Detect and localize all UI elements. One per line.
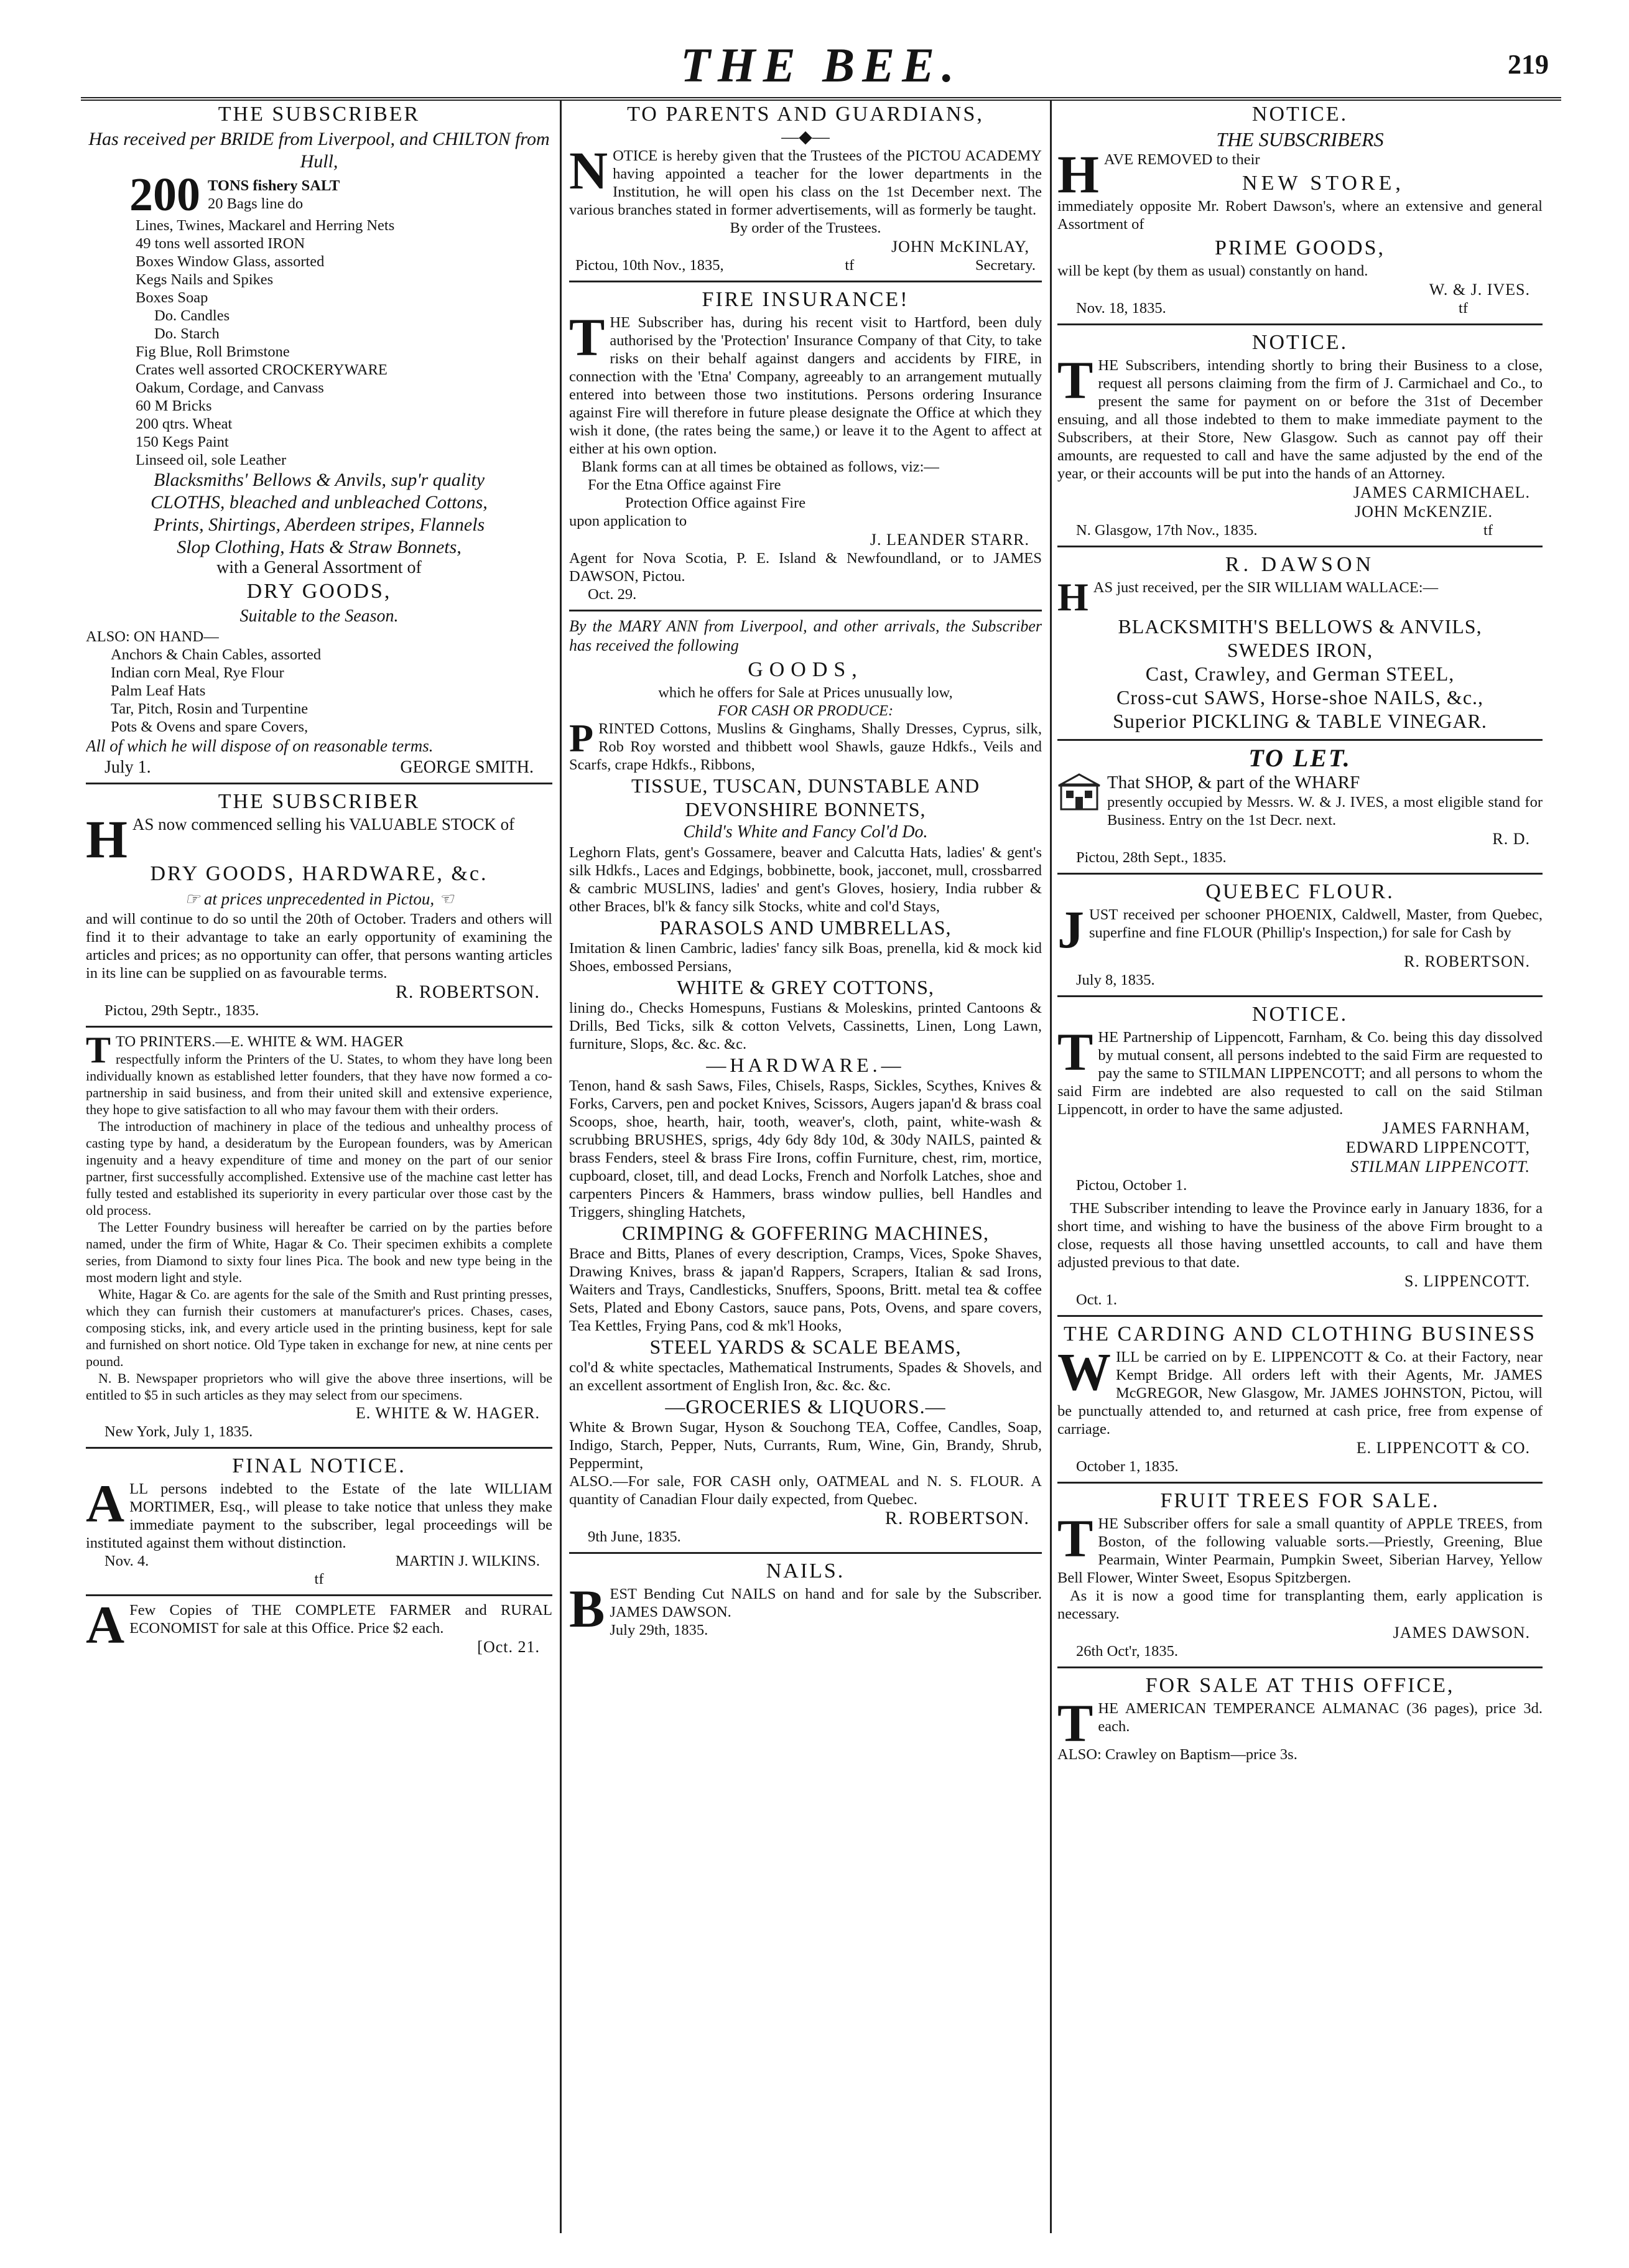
ad-date: Pictou, 29th Septr., 1835.: [104, 1002, 259, 1019]
ad-heading: QUEBEC FLOUR.: [1205, 880, 1395, 903]
ad-lead: TO PRINTERS.—E. WHITE & WM. HAGER: [116, 1033, 404, 1050]
item-line: Tar, Pitch, Rosin and Turpentine: [111, 700, 309, 717]
ad-lippencott-notice: [1057, 1002, 1543, 1309]
ad-signature: W. & J. IVES.: [1429, 281, 1530, 299]
ad-body: UST received per schooner PHOENIX, Caldwell, Master, from Quebec, superfine and fine FLOUR (Phillip's Inspection,) for sale for Cash by: [1089, 906, 1543, 941]
drop-cap: A: [86, 1474, 125, 1533]
prices-text: at prices unprecedented in Pictou,: [203, 890, 435, 908]
drop-cap: W: [1057, 1342, 1111, 1401]
ad-body: HE Subscribers, intending shortly to bring their Business to a close, request all persons claiming from the firm of J. Carmichael and Co., to present the same for payment on or before the 31st of December ensuing, and all those indebted to them to make immediate payment to the Subscribers, at their Store, New Glasgow. Such as cannot pay off their amounts, are requested to call and have the same adjusted by the end of the year, or their accounts will be put into the hands of an Attorney.: [1057, 357, 1543, 482]
ad-date: Pictou, 10th Nov., 1835,: [575, 257, 724, 274]
ad-paragraph: White & Brown Sugar, Hyson & Souchong TEA, Coffee, Candles, Soap, Indigo, Starch, Pepper, Nuts, Currants, Rum, Wine, Gin, Brandy, Shrub, Peppermint,: [569, 1419, 1042, 1472]
ad-heading: NOTICE.: [1251, 331, 1348, 354]
display-heading: —GROCERIES & LIQUORS.—: [665, 1395, 946, 1418]
ad-date: October 1, 1835.: [1076, 1458, 1179, 1475]
to-let-body: [1057, 772, 1543, 829]
drop-cap: T: [569, 307, 605, 367]
ad-body: immediately opposite Mr. Robert Dawson's, where an extensive and general Assortment of: [1057, 198, 1543, 233]
ad-final-notice: [86, 1454, 552, 1588]
ad-heading: THE SUBSCRIBER: [218, 790, 420, 813]
ad-divider: [1057, 1482, 1543, 1484]
ad-type-foundry: [86, 1029, 552, 1441]
terms-line: FOR CASH OR PRODUCE:: [717, 702, 894, 719]
ad-divider: [569, 281, 1042, 282]
ad-heading: TO LET.: [1248, 744, 1352, 772]
display-line: Slop Clothing, Hats & Straw Bonnets,: [177, 537, 462, 557]
item-line: Crates well assorted CROCKERYWARE: [136, 361, 388, 378]
item-line: 200 qtrs. Wheat: [136, 416, 233, 432]
ad-body: will be kept (by them as usual) constantly on hand.: [1057, 263, 1368, 279]
item-line: Do. Candles: [154, 307, 230, 324]
ad-body: HE AMERICAN TEMPERANCE ALMANAC (36 pages), price 3d. each.: [1098, 1700, 1543, 1735]
column-divider: [1050, 100, 1052, 2233]
salt-line: [129, 169, 552, 221]
season-line: Suitable to the Season.: [239, 607, 399, 626]
ad-divider: [1057, 995, 1543, 997]
column-2: [569, 100, 1042, 2239]
prices-line: ☞ at prices unprecedented in Pictou, ☜: [184, 890, 454, 908]
ad-lead: By the MARY ANN from Liverpool, and other arrivals, the Subscriber has received the following: [569, 617, 1042, 654]
page-title: THE BEE.: [680, 38, 962, 92]
ad-date: 26th Oct'r, 1835.: [1076, 1643, 1179, 1660]
ad-nails: [569, 1559, 1042, 1639]
ad-paragraph: The Letter Foundry business will hereafter be carried on by the parties before named, under the firm of White, Hagar & Co. Their specimen exhibits a complete series, from Diamond to sixty four lines Pica. The book and new type being in the most modern light and style.: [86, 1219, 552, 1285]
also-label: ALSO: ON HAND—: [86, 628, 219, 645]
prime-goods: PRIME GOODS,: [1214, 236, 1386, 259]
ad-date: N. Glasgow, 17th Nov., 1835.: [1076, 522, 1258, 539]
item-line: Palm Leaf Hats: [111, 682, 206, 699]
ad-date: Oct. 29.: [588, 586, 637, 603]
ad-lead: AS now commenced selling his VALUABLE STOCK of: [132, 815, 515, 834]
display-heading: Cross-cut SAWS, Horse-shoe NAILS, &c.,: [1116, 686, 1484, 709]
ad-divider: [86, 1594, 552, 1596]
display-sub: Child's White and Fancy Col'd Do.: [683, 822, 928, 842]
ad-complete-farmer: [86, 1595, 552, 1657]
ad-paragraph: Imitation & linen Cambric, ladies' fancy silk Boas, prenella, kid & mock kid Shoes, embossed Persians,: [569, 940, 1042, 975]
ad-divider: [1057, 873, 1543, 875]
ad-heading: R. DAWSON: [1225, 553, 1375, 576]
also-line: ALSO: Crawley on Baptism—price 3s.: [1057, 1746, 1297, 1763]
ad-signature: R. ROBERTSON.: [884, 1508, 1029, 1528]
closing-line: All of which he will dispose of on reasonable terms.: [86, 737, 434, 755]
ad-robertson-dry-goods: [86, 789, 552, 1020]
display-heading: TISSUE, TUSCAN, DUNSTABLE AND DEVONSHIRE BONNETS,: [631, 774, 980, 820]
drop-cap: H: [86, 809, 128, 869]
office-line: Protection Office against Fire: [625, 495, 806, 511]
ad-mark: tf: [1483, 522, 1493, 539]
ad-fruit-trees: [1057, 1489, 1543, 1660]
general-line: with a General Assortment of: [216, 558, 422, 577]
drop-cap: T: [1057, 1508, 1093, 1568]
ad-paragraph: RINTED Cottons, Muslins & Ginghams, Shally Dresses, Cyprus, silk, Rob Roy worsted and thibbett wool Shawls, gauze Hdkfs., Veils and Scarfs, crape Hdkfs., Ribbons,: [569, 720, 1042, 773]
goods-heading: GOODS,: [748, 658, 863, 681]
ad-paragraph: Brace and Bitts, Planes of every description, Cramps, Vices, Spoke Shaves, Drawing Knives, brass & japan'd Rappers, Scrapers, Italian & sad Irons, Waiters and Trays, Candlesticks, Snuffers, Spoons, Britt. metal tea & coffee Sets, Plated and Ebony Castors, sauce pans, Pots, Ovens, and spare covers, Tea Kettles, Frying Pans, cod & mk'l Hooks,: [569, 1245, 1042, 1334]
item-line: 60 M Bricks: [136, 397, 212, 414]
ad-divider: [86, 1026, 552, 1028]
ad-paragraph: The introduction of machinery in place of the tedious and unhealthy process of casting type by hand, a desideratum by the European founders, was by American ingenuity and a heavy expenditure of time and money on the part of our senior partner, first successfully accomplished. Extensive use of the machine cast letter has fully tested and established its superiority in every particular over those cast by the old process.: [86, 1118, 552, 1218]
ad-date: 9th June, 1835.: [588, 1528, 681, 1545]
ad-subheading: Has received per BRIDE from Liverpool, and CHILTON from Hull,: [88, 129, 550, 172]
drop-cap: N: [569, 141, 608, 200]
ad-heading: THE SUBSCRIBER: [218, 103, 420, 126]
drop-cap: T: [1057, 1022, 1093, 1082]
ad-initials: R. D.: [1492, 830, 1530, 848]
ad-body: HE Partnership of Lippencott, Farnham, & Co. being this day dissolved by mutual consent, all persons indebted to the said Firm are requested to pay the same to STILMAN LIPPENCOTT; and all persons to whom the said Firm are indebted are also requested to call on the said Stilman Lippencott, in order to have the same adjusted.: [1057, 1029, 1543, 1118]
ad-signature: GEORGE SMITH.: [400, 758, 534, 777]
ad-date: Nov. 4.: [104, 1553, 149, 1569]
ad-carmichael-notice: [1057, 330, 1543, 539]
also-list: [86, 646, 552, 736]
display-line: Blacksmiths' Bellows & Anvils, sup'r quality: [153, 470, 485, 490]
ad-for-sale-office: [1057, 1673, 1543, 1764]
display-heading: Superior PICKLING & TABLE VINEGAR.: [1113, 710, 1487, 732]
ad-signature: JAMES CARMICHAEL.: [1353, 483, 1530, 501]
masthead: [81, 12, 1561, 92]
ad-dawson-smith-goods: [1057, 552, 1543, 733]
ad-paragraph: lining do., Checks Homespuns, Fustians & Moleskins, printed Cantoons & Drills, Bed Ticks, silk & cotton Velvets, Cassinetts, Linen, Long Lawn, furniture, Slops, &c. &c. &c.: [569, 1000, 1042, 1053]
ad-divider: [1057, 739, 1543, 741]
ad-paragraph: ALSO.—For sale, FOR CASH only, OATMEAL and N. S. FLOUR. A quantity of Canadian Flour daily expected, from Quebec.: [569, 1473, 1042, 1508]
ad-body: ILL be carried on by E. LIPPENCOTT & Co. at their Factory, near Kempt Bridge. All orders left with their Agents, Mr. JAMES McGREGOR, New Glasgow, Mr. JAMES JOHNSTON, Pictou, will be punctually attended to, and returned at cash price, free from expense of carriage.: [1057, 1349, 1543, 1438]
ad-signature: MARTIN J. WILKINS.: [395, 1553, 540, 1569]
date-row: [569, 256, 1042, 274]
office-line: For the Etna Office against Fire: [588, 476, 781, 493]
display-heading: SWEDES IRON,: [1227, 639, 1373, 661]
ad-mark: tf: [1459, 300, 1468, 317]
ad-quebec-flour: [1057, 880, 1543, 989]
goods-heading: DRY GOODS, HARDWARE, &c.: [150, 862, 488, 885]
dry-goods: DRY GOODS,: [246, 580, 392, 603]
agent-line: Agent for Nova Scotia, P. E. Island & Newfoundland, or to JAMES DAWSON, Pictou.: [569, 550, 1042, 585]
big-number: 200: [129, 169, 200, 221]
ad-heading: FOR SALE AT THIS OFFICE,: [1145, 1674, 1455, 1697]
display-heading: WHITE & GREY COTTONS,: [677, 976, 934, 998]
ad-divider: [569, 1552, 1042, 1554]
item-line: Anchors & Chain Cables, assorted: [111, 646, 322, 663]
ad-heading: NOTICE.: [1251, 103, 1348, 126]
display-heading: —HARDWARE.—: [706, 1054, 905, 1076]
ad-fire-insurance: [569, 287, 1042, 603]
signature-row: [86, 1552, 552, 1570]
ad-signature: JAMES DAWSON.: [1393, 1624, 1530, 1642]
drop-cap: B: [569, 1579, 605, 1638]
ad-mark: tf: [845, 257, 855, 274]
ad-signature: STILMAN LIPPENCOTT.: [1350, 1158, 1530, 1176]
ad-lead: AS just received, per the SIR WILLIAM WALLACE:—: [1093, 579, 1439, 596]
store-heading: NEW STORE,: [1242, 172, 1404, 195]
ad-date: [Oct. 21.: [477, 1638, 540, 1656]
ad-divider: [1057, 546, 1543, 547]
ad-date: New York, July 1, 1835.: [104, 1423, 253, 1440]
blank-forms: Blank forms can at all times be obtained as follows, viz:—: [582, 458, 939, 475]
drop-cap: P: [569, 716, 594, 760]
ad-date: Pictou, October 1.: [1076, 1177, 1187, 1194]
ad-signature: R. ROBERTSON.: [1404, 952, 1530, 970]
ad-date: Oct. 1.: [1076, 1291, 1117, 1308]
signature-row: [86, 756, 552, 776]
display-heading: Cast, Crawley, and German STEEL,: [1145, 662, 1455, 685]
ad-body: EST Bending Cut NAILS on hand and for sale by the Subscriber. JAMES DAWSON.: [610, 1586, 1042, 1620]
item-line: TONS fishery SALT: [208, 177, 340, 194]
display-line: Prints, Shirtings, Aberdeen stripes, Flannels: [153, 514, 485, 535]
drop-cap: H: [1057, 144, 1099, 204]
ad-paragraph: White, Hagar & Co. are agents for the sale of the Smith and Rust printing presses, which they can furnish their customers at manufacturer's prices. Chases, cases, composing sticks, ink, and every article used in the printing business, kept for sale and furnished on short notice. Old Type taken in exchange for new, at nine cents per pound.: [86, 1286, 552, 1369]
ad-role: Secretary.: [975, 257, 1036, 274]
ad-carding-clothing: [1057, 1322, 1543, 1476]
item-line: Kegs Nails and Spikes: [136, 271, 274, 288]
ad-ives-new-store: [1057, 102, 1543, 317]
date-row: [1057, 299, 1543, 317]
ad-body: As it is now a good time for transplanting them, early application is necessary.: [1057, 1587, 1543, 1622]
ad-heading: NAILS.: [766, 1559, 845, 1582]
display-heading: CRIMPING & GOFFERING MACHINES,: [621, 1222, 990, 1244]
ad-body: OTICE is hereby given that the Trustees of the PICTOU ACADEMY having appointed a teacher for the lower departments in the Institution, he will open his class on the 1st December next. The various branches stated in former advertisements, will as formerly be taught.: [569, 147, 1042, 218]
drop-cap: T: [1057, 1693, 1093, 1753]
ad-parents-guardians: [569, 102, 1042, 274]
display-heading: STEEL YARDS & SCALE BEAMS,: [649, 1336, 962, 1358]
ad-body: presently occupied by Messrs. W. & J. IVES, a most eligible stand for Business. Entry on the 1st Decr. next.: [1107, 794, 1543, 829]
ad-date: July 29th, 1835.: [610, 1622, 708, 1638]
ad-lead: That SHOP, & part of the WHARF: [1107, 773, 1360, 792]
ad-body: THE Subscriber intending to leave the Province early in January 1836, for a short time, and wishing to have the business of the above Firm brought to a close, requests all those having unsettled accounts, to call and have them adjusted previous to that date.: [1057, 1200, 1543, 1271]
item-line: Boxes Soap: [136, 289, 208, 306]
item-line: Oakum, Cordage, and Canvass: [136, 379, 324, 396]
drop-cap: A: [86, 1595, 125, 1655]
date-row: [1057, 521, 1543, 539]
column-divider: [560, 100, 562, 2233]
ad-signature: E. WHITE & W. HAGER.: [355, 1404, 540, 1422]
ad-divider: [569, 610, 1042, 611]
item-line: 49 tons well assorted IRON: [136, 235, 305, 252]
ad-signature: JOHN McKINLAY,: [891, 238, 1029, 256]
ad-body: LL persons indebted to the Estate of the late WILLIAM MORTIMER, Esq., will please to take notice that unless they make immediate payment to the subscriber, legal proceedings will be instituted against them without distinction.: [86, 1480, 552, 1551]
ad-heading: FIRE INSURANCE!: [702, 288, 909, 311]
ad-signature: JOHN McKENZIE.: [1355, 503, 1493, 521]
ad-body: and will continue to do so until the 20th of October. Traders and others will find it to their advantage to take an early opportunity of examining the articles and prices; as no opportunity can offer, that persons wanting articles in its line can be supplied on as favourable terms.: [86, 911, 552, 982]
ad-to-let: [1057, 746, 1543, 867]
ad-paragraph: Leghorn Flats, gent's Gossamere, beaver and Calcutta Hats, ladies' & gent's silk Hdkfs., Laces and Edgings, bobbinette, book, jacconet, mull, crossbarred & cambric MUSLINS, ladies' and gent's Gloves, hosiery, India rubber & other Braces, bl'k & fancy silk Stocks, white and col'd Stays,: [569, 844, 1042, 915]
ad-body: HE Subscriber offers for sale a small quantity of APPLE TREES, from Boston, of the following valuable sorts.—Priestly, Greening, Blue Pearmain, Winter Pearmain, Pumpkin Sweet, Siberian Harvey, Yellow Bell Flower, Winter Sweet, Esopus Spitzbergen.: [1057, 1515, 1543, 1586]
page-number: 219: [1508, 49, 1549, 80]
agent-name: J. LEANDER STARR.: [870, 531, 1029, 549]
ad-signature: EDWARD LIPPENCOTT,: [1345, 1138, 1530, 1156]
ornament: —◆—: [781, 128, 830, 147]
ad-heading: TO PARENTS AND GUARDIANS,: [627, 103, 984, 126]
drop-cap: T: [86, 1029, 111, 1071]
ad-signature: JAMES FARNHAM,: [1382, 1119, 1530, 1137]
ad-divider: [86, 1447, 552, 1449]
ad-date: July 8, 1835.: [1076, 972, 1155, 988]
ad-date: July 1.: [104, 758, 151, 777]
building-icon: [1057, 772, 1101, 811]
item-line: Boxes Window Glass, assorted: [136, 253, 325, 270]
ad-lead: AVE REMOVED to their: [1103, 151, 1260, 168]
ad-heading: NOTICE.: [1251, 1003, 1348, 1026]
ad-heading: FINAL NOTICE.: [232, 1454, 406, 1477]
ad-paragraph: N. B. Newspaper proprietors who will give the above three insertions, will be entitled to $5 in such articles as they may select from our specimens.: [86, 1370, 552, 1403]
ad-paragraph: Tenon, hand & sash Saws, Files, Chisels, Rasps, Sickles, Scythes, Knives & Forks, Carvers, pen and pocket Knives, Scissors, Augers japan'd & brass coal Scoops, shoe, hearth, hair, tooth, weaver's, cloth, paint, white-wash & scrubbing BRUSHES, sprigs, 4dy 6dy 8dy 10d, & 30dy NAILS, painted & brass Fenders, steel & brass Fire Irons, coffin Furniture, chest, rim, mortice, cupboard, closet, till, and dead Locks, French and Norfolk Latches, shoe and carpenters Pincers & Hammers, brass window pullies, bell Handles and Triggers, shingling Hatchets,: [569, 1077, 1042, 1220]
ad-signature: S. LIPPENCOTT.: [1404, 1272, 1530, 1290]
display-line: CLOTHS, bleached and unbleached Cottons,: [151, 492, 488, 513]
ad-subheading: THE SUBSCRIBERS: [1216, 128, 1384, 151]
item-line: Fig Blue, Roll Brimstone: [136, 343, 290, 360]
column-3: [1057, 100, 1543, 2239]
ad-paragraph: respectfully inform the Printers of the U. States, to whom they have long been individually known as established letter founders, that they have now formed a co-partnership in said business, and from their united skill and extensive experience, they hope to give satisfaction to all who may favour them with their orders.: [86, 1051, 552, 1117]
ad-signature: E. LIPPENCOTT & CO.: [1356, 1439, 1530, 1457]
item-line: Linseed oil, sole Leather: [136, 452, 287, 468]
drop-cap: H: [1057, 575, 1088, 619]
ad-body: HE Subscriber has, during his recent visit to Hartford, been duly authorised by the 'Protection' Insurance Company of that City, to take risks on their behalf against dangers and accidents by FIRE, in connection with the 'Etna' Company, agreeably to an arrangement mutually entered into between those two institutions. Persons ordering Insurance against Fire will therefore in future please designate the Office at which they wish it done, (the rates being the same,) or leave it to the Agent to affect at either at his own option.: [569, 314, 1042, 457]
display-heading: BLACKSMITH'S BELLOWS & ANVILS,: [1118, 615, 1482, 638]
order-line: By order of the Trustees.: [730, 220, 881, 236]
ad-mark: tf: [314, 1571, 324, 1587]
item-line: 150 Kegs Paint: [136, 434, 229, 450]
column-1: [86, 100, 552, 2239]
item-line: Lines, Twines, Mackarel and Herring Nets: [136, 217, 395, 234]
item-list: [86, 216, 552, 469]
ad-divider: [1057, 1315, 1543, 1317]
item-line: 20 Bags line do: [208, 195, 304, 212]
item-line: Do. Starch: [154, 325, 220, 342]
ad-heading: FRUIT TREES FOR SALE.: [1160, 1489, 1440, 1512]
offer-line: which he offers for Sale at Prices unusually low,: [658, 684, 953, 701]
ad-divider: [86, 783, 552, 784]
drop-cap: J: [1057, 899, 1084, 959]
ad-divider: [1057, 1666, 1543, 1668]
ad-george-smith: [86, 102, 552, 776]
item-line: Indian corn Meal, Rye Flour: [111, 664, 284, 681]
ad-body: Few Copies of THE COMPLETE FARMER and RURAL ECONOMIST for sale at this Office. Price $2 each.: [129, 1602, 552, 1637]
ad-heading: THE CARDING AND CLOTHING BUSINESS: [1063, 1322, 1537, 1345]
item-line: Pots & Ovens and spare Covers,: [111, 718, 309, 735]
ad-paragraph: col'd & white spectacles, Mathematical Instruments, Spades & Shovels, and an excellent assortment of English Iron, &c. &c. &c.: [569, 1359, 1042, 1394]
ad-divider: [1057, 323, 1543, 325]
drop-cap: T: [1057, 350, 1093, 410]
ad-date: Nov. 18, 1835.: [1076, 300, 1166, 317]
ad-robertson-goods: [569, 616, 1042, 1546]
ad-date: Pictou, 28th Sept., 1835.: [1076, 849, 1227, 866]
display-heading: PARASOLS AND UMBRELLAS,: [659, 916, 952, 939]
upon-line: upon application to: [569, 513, 687, 529]
ad-signature: R. ROBERTSON.: [395, 982, 540, 1002]
